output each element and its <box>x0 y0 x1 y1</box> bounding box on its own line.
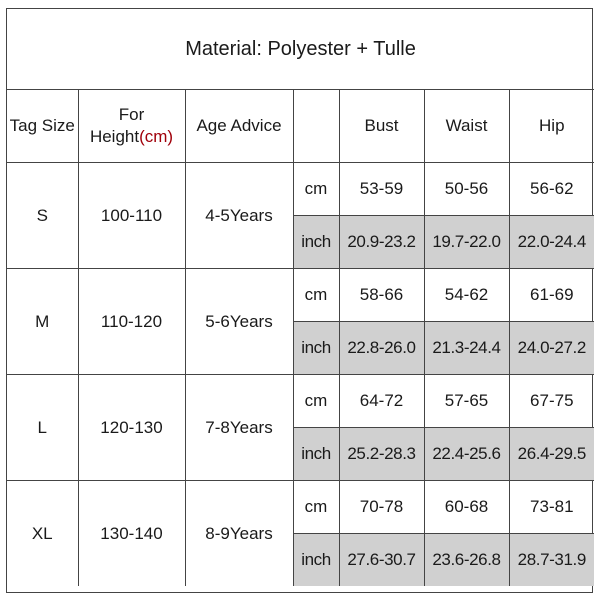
size-cell: M <box>7 269 78 375</box>
height-cell: 120-130 <box>78 375 185 481</box>
hip-inch-cell: 28.7-31.9 <box>509 534 594 587</box>
size-chart <box>6 8 593 593</box>
waist-cm-cell: 57-65 <box>424 375 509 428</box>
header-row <box>7 90 594 163</box>
bust-inch-cell: 27.6-30.7 <box>339 534 424 587</box>
size-cell: XL <box>7 481 78 587</box>
size-row-cm <box>7 269 594 322</box>
size-chart-table <box>7 9 594 586</box>
waist-cm-cell: 60-68 <box>424 481 509 534</box>
size-row-cm <box>7 163 594 216</box>
hip-inch-cell: 26.4-29.5 <box>509 428 594 481</box>
hip-cm-cell: 67-75 <box>509 375 594 428</box>
size-cell: S <box>7 163 78 269</box>
bust-cm-cell: 70-78 <box>339 481 424 534</box>
waist-cm-cell: 54-62 <box>424 269 509 322</box>
hip-inch-cell: 24.0-27.2 <box>509 322 594 375</box>
size-row-cm <box>7 481 594 534</box>
age-cell: 7-8Years <box>185 375 293 481</box>
header-age-advice: Age Advice <box>185 90 293 163</box>
header-hip: Hip <box>509 90 594 163</box>
bust-inch-cell: 25.2-28.3 <box>339 428 424 481</box>
header-for-height-unit: (cm) <box>139 127 174 146</box>
height-cell: 130-140 <box>78 481 185 587</box>
bust-inch-cell: 22.8-26.0 <box>339 322 424 375</box>
waist-inch-cell: 22.4-25.6 <box>424 428 509 481</box>
header-for-height <box>78 90 185 163</box>
waist-inch-cell: 21.3-24.4 <box>424 322 509 375</box>
size-row-cm <box>7 375 594 428</box>
height-cell: 100-110 <box>78 163 185 269</box>
waist-inch-cell: 19.7-22.0 <box>424 216 509 269</box>
bust-cm-cell: 64-72 <box>339 375 424 428</box>
unit-inch-cell: inch <box>293 534 339 587</box>
hip-cm-cell: 56-62 <box>509 163 594 216</box>
bust-cm-cell: 58-66 <box>339 269 424 322</box>
height-cell: 110-120 <box>78 269 185 375</box>
unit-inch-cell: inch <box>293 428 339 481</box>
age-cell: 8-9Years <box>185 481 293 587</box>
bust-cm-cell: 53-59 <box>339 163 424 216</box>
size-cell: L <box>7 375 78 481</box>
header-tag-size: Tag Size <box>7 90 78 163</box>
waist-inch-cell: 23.6-26.8 <box>424 534 509 587</box>
header-waist: Waist <box>424 90 509 163</box>
unit-cm-cell: cm <box>293 375 339 428</box>
bust-inch-cell: 20.9-23.2 <box>339 216 424 269</box>
hip-inch-cell: 22.0-24.4 <box>509 216 594 269</box>
header-bust: Bust <box>339 90 424 163</box>
hip-cm-cell: 73-81 <box>509 481 594 534</box>
header-for-height-label: For Height <box>89 105 145 146</box>
unit-cm-cell: cm <box>293 163 339 216</box>
hip-cm-cell: 61-69 <box>509 269 594 322</box>
unit-cm-cell: cm <box>293 481 339 534</box>
unit-inch-cell: inch <box>293 322 339 375</box>
header-unit-blank <box>293 90 339 163</box>
age-cell: 4-5Years <box>185 163 293 269</box>
waist-cm-cell: 50-56 <box>424 163 509 216</box>
unit-inch-cell: inch <box>293 216 339 269</box>
age-cell: 5-6Years <box>185 269 293 375</box>
unit-cm-cell: cm <box>293 269 339 322</box>
chart-title: Material: Polyester + Tulle <box>7 9 594 90</box>
